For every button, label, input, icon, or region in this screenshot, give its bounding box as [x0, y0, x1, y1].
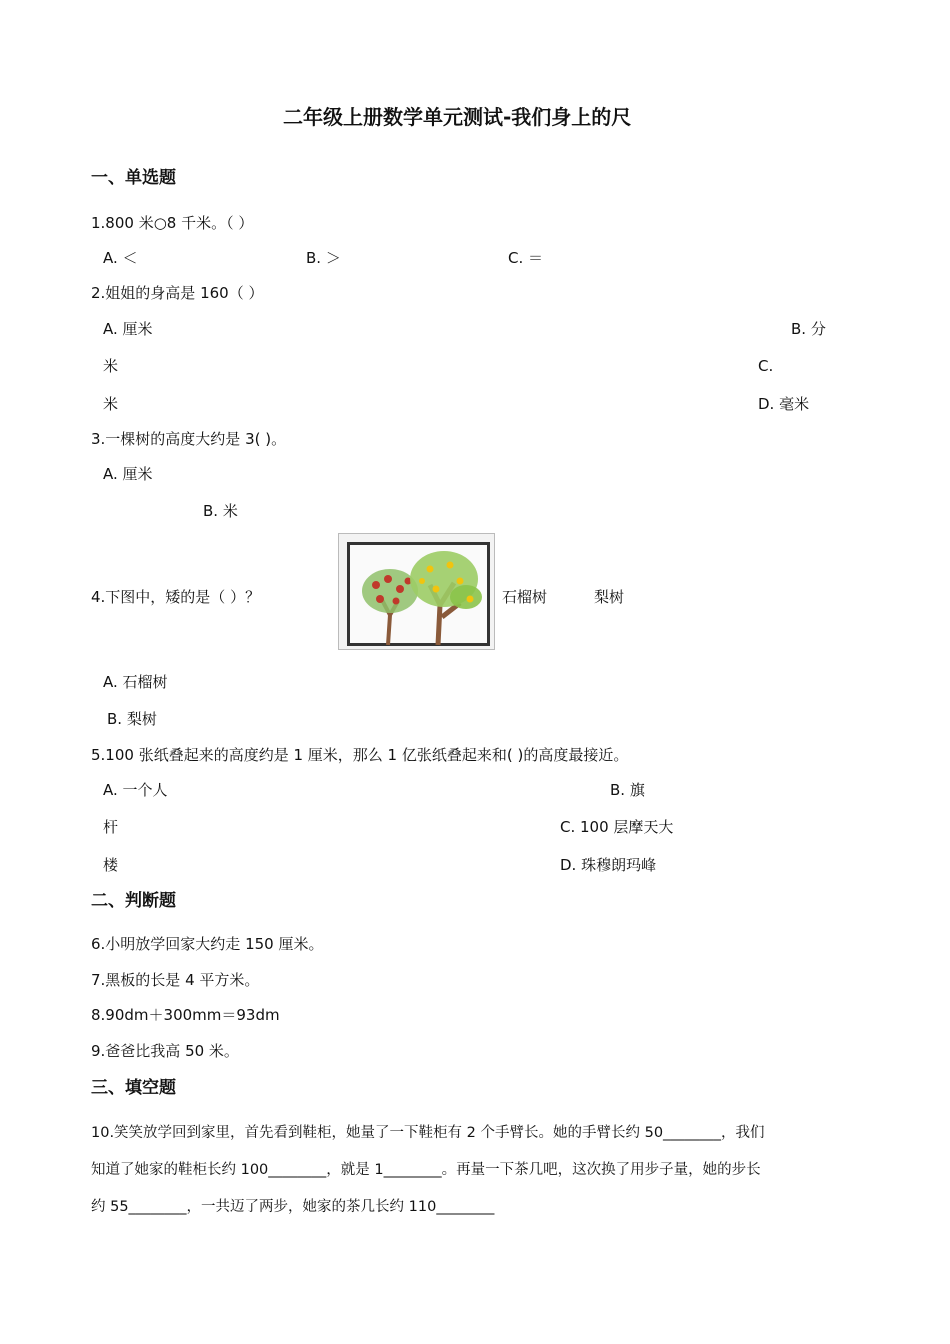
question-5-option-b: B. 旗 — [610, 781, 645, 799]
section-heading-single-choice: 一、单选题 — [91, 168, 176, 188]
question-10-line-2: 知道了她家的鞋柜长约 100________，就是 1________。再量一下茶几吧，这次换了用步子量，她的步长 — [91, 1162, 761, 1178]
question-2-option-c: C. — [758, 357, 774, 375]
section-heading-true-false: 二、判断题 — [91, 891, 176, 911]
question-10-line-1: 10.笑笑放学回到家里，首先看到鞋柜，她量了一下鞋柜有 2 个手臂长。她的手臂长约 50________，我们 — [91, 1125, 765, 1141]
question-2-stem: 2.姐姐的身高是 160（ ） — [91, 284, 264, 302]
question-6: 6.小明放学回家大约走 150 厘米。 — [91, 935, 324, 953]
question-5-stem: 5.100 张纸叠起来的高度约是 1 厘米，那么 1 亿张纸叠起来和( )的高度最接近。 — [91, 746, 629, 764]
trees-illustration — [350, 545, 493, 649]
question-5-option-c: C. 100 层摩天大 — [560, 818, 674, 836]
question-3-option-b: B. 米 — [203, 502, 238, 520]
question-2-option-c-continued: 米 — [103, 395, 119, 413]
question-4-option-b: B. 梨树 — [107, 710, 157, 728]
question-5-option-d: D. 珠穆朗玛峰 — [560, 856, 657, 874]
question-1-option-b: B. ＞ — [306, 249, 341, 267]
question-8: 8.90dm＋300mm＝93dm — [91, 1006, 280, 1024]
question-9: 9.爸爸比我高 50 米。 — [91, 1042, 239, 1060]
figure-label-pear: 梨树 — [594, 588, 625, 606]
question-1-stem: 1.800 米○8 千米。（ ） — [91, 214, 254, 232]
question-4-option-a: A. 石榴树 — [103, 673, 168, 691]
question-10-line-3: 约 55________，一共迈了两步，她家的茶几长约 110________ — [91, 1199, 495, 1215]
question-2-option-b: B. 分 — [791, 320, 826, 338]
question-5-option-c-continued: 楼 — [103, 856, 119, 874]
question-4-stem: 4.下图中，矮的是（ ）？ — [91, 588, 261, 606]
question-2-option-a: A. 厘米 — [103, 320, 153, 338]
question-2-option-b-continued: 米 — [103, 357, 119, 375]
question-7: 7.黑板的长是 4 平方米。 — [91, 971, 260, 989]
trees-figure — [338, 533, 495, 650]
page-title: 二年级上册数学单元测试-我们身上的尺 — [283, 105, 632, 129]
question-1-option-a: A. ＜ — [103, 249, 138, 267]
question-5-option-b-continued: 杆 — [103, 818, 119, 836]
question-3-option-a: A. 厘米 — [103, 465, 153, 483]
figure-label-pomegranate: 石榴树 — [502, 588, 548, 606]
question-2-option-d: D. 毫米 — [758, 395, 810, 413]
question-3-stem: 3.一棵树的高度大约是 3( )。 — [91, 430, 287, 448]
question-5-option-a: A. 一个人 — [103, 781, 168, 799]
figure-frame — [347, 542, 490, 646]
section-heading-fill-blank: 三、填空题 — [91, 1078, 176, 1098]
question-1-option-c: C. ＝ — [508, 249, 544, 267]
